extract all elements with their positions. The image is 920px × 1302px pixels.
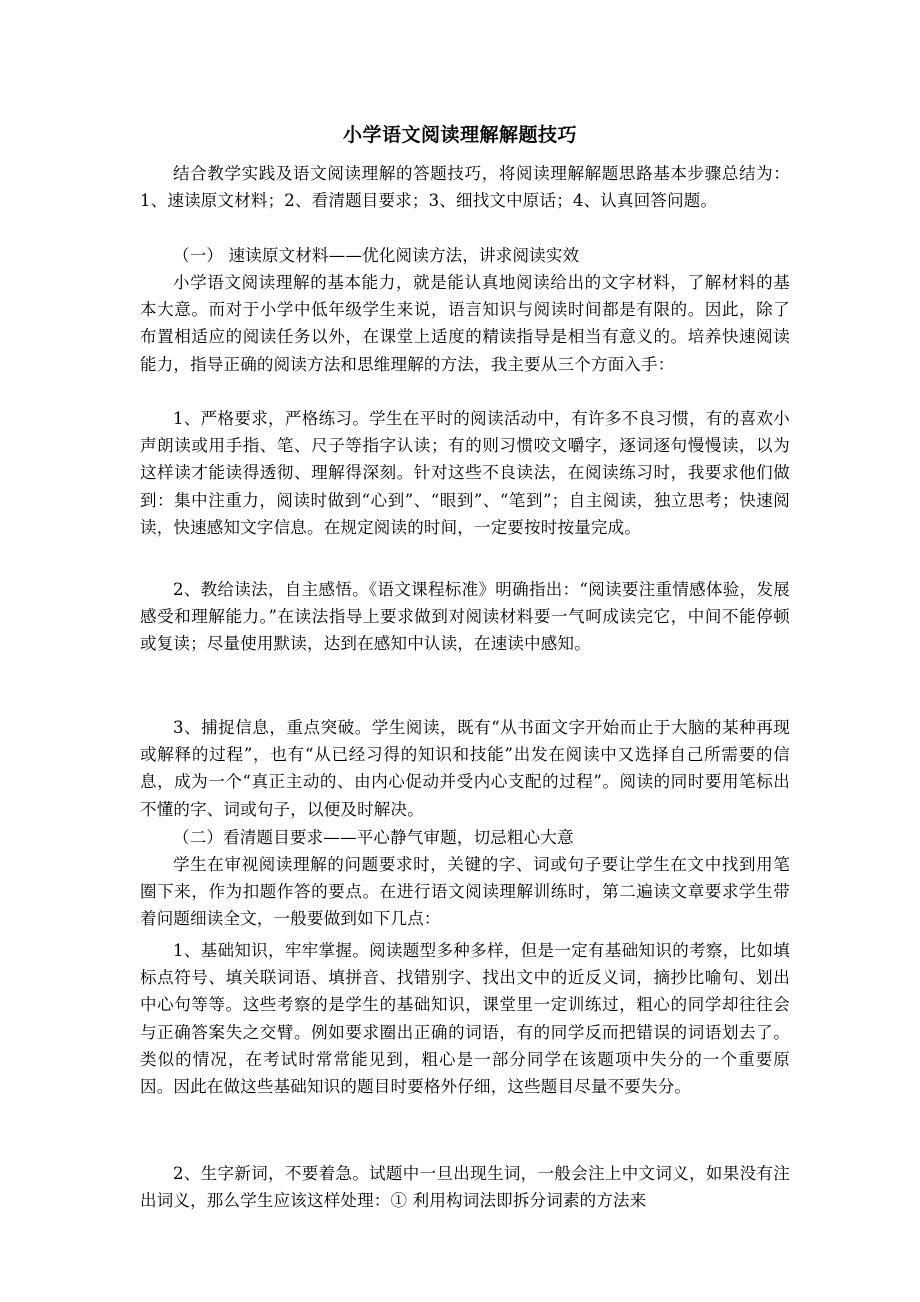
section-1-paragraph: 小学语文阅读理解的基本能力，就是能认真地阅读给出的文字材料，了解材料的基本大意。而对于小学中低年级学生来说，语言知识与阅读时间都是有限的。因此，除了布置相适应的阅读任务以外，在课堂上适度的精读指导是相当有意义的。培养快速阅读能力，指导正确的阅读方法和思维理解的方法，我主要从三个方面入手：	[140, 273, 790, 374]
point-1-paragraph: 1、严格要求，严格练习。学生在平时的阅读活动中，有许多不良习惯，有的喜欢小声朗读或用手指、笔、尺子等指字认读；有的则习惯咬文嚼字，逐词逐句慢慢读，以为这样读才能读得透彻、理解得深刻。针对这些不良读法，在阅读练习时，我要求他们做到：集中注重力，阅读时做到“心到”、“眼到”、“笔到”；自主阅读，独立思考；快速阅读，快速感知文字信息。在规定阅读的时间，一定要按时按量完成。	[140, 409, 790, 537]
document-title: 小学语文阅读理解解题技巧	[342, 124, 577, 146]
intro-paragraph: 结合教学实践及语文阅读理解的答题技巧，将阅读理解解题思路基本步骤总结为：1、速读原文材料；2、看清题目要求；3、细找文中原话；4、认真回答问题。	[140, 164, 790, 211]
section-heading-1: （一） 速读原文材料——优化阅读方法，讲求阅读实效	[173, 246, 580, 265]
point-2-paragraph: 2、教给读法，自主感悟。《语文课程标准》明确指出：“阅读要注重情感体验，发展感受和理解能力。”在读法指导上要求做到对阅读材料要一气呵成读完它，中间不能停顿或复读；尽量使用默读，达到在感知中认读，在速读中感知。	[140, 580, 790, 654]
section-2-paragraph: 学生在审视阅读理解的问题要求时，关键的字、词或句子要让学生在文中找到用笔圈下来，作为扣题作答的要点。在进行语文阅读理解训练时，第二遍读文章要求学生带着问题细读全文，一般要做到如下几点：	[140, 855, 790, 929]
section-heading-2: （二）看清题目要求——平心静气审题，切忌粗心大意	[173, 828, 574, 847]
basic-knowledge-paragraph: 1、基础知识，牢牢掌握。阅读题型多种多样，但是一定有基础知识的考察，比如填标点符号、填关联词语、填拼音、找错别字、找出文中的近反义词，摘抄比喻句、划出中心句等等。这些考察的是学生的基础知识，课堂里一定训练过，粗心的同学却往往会与正确答案失之交臂。例如要求圈出正确的词语，有的同学反而把错误的词语划去了。类似的情况，在考试时常常能见到，粗心是一部分同学在该题项中失分的一个重要原因。因此在做这些基础知识的题目时要格外仔细，这些题目尽量不要失分。	[140, 941, 790, 1097]
point-3-paragraph: 3、捕捉信息，重点突破。学生阅读，既有“从书面文字开始而止于大脑的某种再现或解释的过程”，也有“从已经习得的知识和技能”出发在阅读中又选择自己所需要的信息，成为一个“真正主动的、由内心促动并受内心支配的过程”。阅读的同时要用笔标出不懂的字、词或句子，以便及时解决。	[140, 718, 790, 819]
new-words-paragraph: 2、生字新词，不要着急。试题中一旦出现生词，一般会注上中文词义，如果没有注出词义，那么学生应该这样处理：① 利用构词法即拆分词素的方法来	[140, 1164, 790, 1211]
